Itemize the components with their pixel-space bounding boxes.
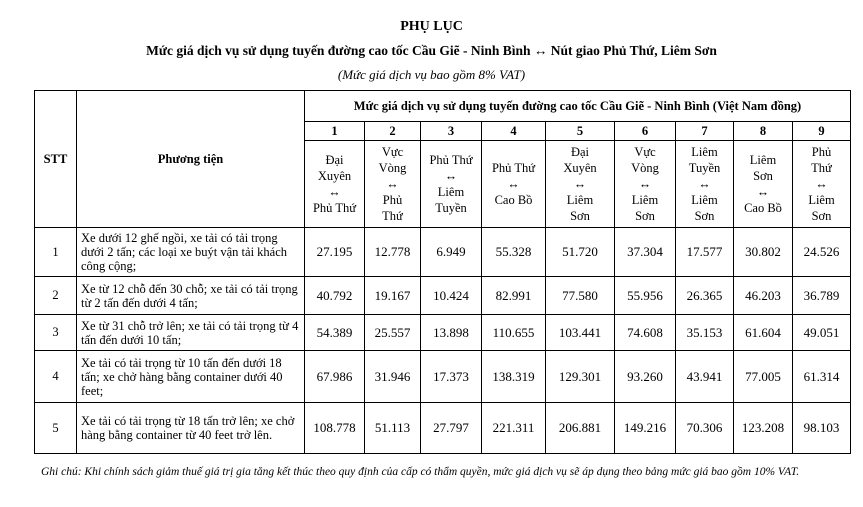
route-arrow: ↔ xyxy=(386,177,399,191)
price-cell: 77.005 xyxy=(734,351,793,403)
column-number: 3 xyxy=(421,122,482,141)
route-line: Đại xyxy=(325,153,344,167)
header-row-span xyxy=(35,91,851,122)
route-arrow: ↔ xyxy=(698,177,711,191)
price-cell: 54.389 xyxy=(305,315,365,351)
price-cell: 36.789 xyxy=(793,277,851,315)
price-cell: 221.311 xyxy=(482,403,546,454)
vehicle-header: Phương tiện xyxy=(77,91,305,228)
price-cell: 30.802 xyxy=(734,228,793,277)
route-line: Sơn xyxy=(811,209,832,223)
route-header-5 xyxy=(546,141,615,228)
price-cell: 43.941 xyxy=(676,351,734,403)
route-line: Sơn xyxy=(694,209,715,223)
route-line: Phủ xyxy=(811,145,832,159)
column-number: 4 xyxy=(482,122,546,141)
route-arrow: ↔ xyxy=(444,169,458,183)
column-number: 1 xyxy=(305,122,365,141)
route-arrow: ↔ xyxy=(815,177,828,191)
route-arrow: ↔ xyxy=(507,177,520,191)
price-cell: 108.778 xyxy=(305,403,365,454)
price-cell: 55.328 xyxy=(482,228,546,277)
route-arrow: ↔ xyxy=(328,185,341,199)
page-title: PHỤ LỤC xyxy=(400,19,463,34)
stt-cell: 5 xyxy=(35,403,77,454)
toll-price-table xyxy=(34,90,851,454)
route-line: Sơn xyxy=(635,209,655,223)
route-line: Thứ xyxy=(811,161,832,175)
route-arrow: ↔ xyxy=(638,177,652,191)
price-cell: 206.881 xyxy=(546,403,615,454)
price-cell: 19.167 xyxy=(365,277,421,315)
route-line: Vòng xyxy=(378,161,407,175)
vehicle-cell: Xe từ 31 chỗ trở lên; xe tải có tải trọng từ 4 tấn đến dưới 10 tấn; xyxy=(77,315,305,351)
route-line: Đại xyxy=(570,145,590,159)
vehicle-cell: Xe tải có tải trọng từ 18 tấn trở lên; xe chở hàng bằng container từ 40 feet trở lên. xyxy=(77,403,305,454)
route-line: Vòng xyxy=(631,161,659,175)
price-cell: 77.580 xyxy=(546,277,615,315)
table-row xyxy=(35,228,851,277)
column-number: 7 xyxy=(676,122,734,141)
price-cell: 123.208 xyxy=(734,403,793,454)
route-line: Phủ Thứ xyxy=(312,201,356,215)
price-cell: 31.946 xyxy=(365,351,421,403)
route-line: Phủ xyxy=(382,193,403,207)
price-cell: 49.051 xyxy=(793,315,851,351)
route-line: Liêm xyxy=(566,193,594,207)
route-header-4 xyxy=(482,141,546,228)
page-subtitle: Mức giá dịch vụ sử dụng tuyến đường cao tốc Cầu Giẽ - Ninh Bình ↔ Nút giao Phủ Thứ, Liêm Sơn xyxy=(146,43,717,58)
price-cell: 51.720 xyxy=(546,228,615,277)
price-cell: 37.304 xyxy=(615,228,676,277)
vehicle-cell: Xe tải có tải trọng từ 10 tấn đến dưới 18 tấn; xe chở hàng bằng container dưới 40 feet; xyxy=(77,351,305,403)
route-line: Liêm xyxy=(631,193,659,207)
route-line: Cao Bồ xyxy=(744,201,782,215)
table-row xyxy=(35,315,851,351)
route-header-2 xyxy=(365,141,421,228)
route-line: Sơn xyxy=(753,169,773,183)
stt-cell: 3 xyxy=(35,315,77,351)
price-cell: 61.604 xyxy=(734,315,793,351)
stt-cell: 2 xyxy=(35,277,77,315)
price-cell: 10.424 xyxy=(421,277,482,315)
route-arrow: ↔ xyxy=(573,177,587,191)
route-header-3 xyxy=(421,141,482,228)
price-cell: 12.778 xyxy=(365,228,421,277)
price-cell: 110.655 xyxy=(482,315,546,351)
column-number: 5 xyxy=(546,122,615,141)
route-line: Liêm xyxy=(691,145,718,159)
price-cell: 13.898 xyxy=(421,315,482,351)
price-cell: 129.301 xyxy=(546,351,615,403)
route-header-9 xyxy=(793,141,851,228)
price-cell: 40.792 xyxy=(305,277,365,315)
price-cell: 70.306 xyxy=(676,403,734,454)
route-line: Sơn xyxy=(570,209,590,223)
vehicle-cell: Xe dưới 12 ghế ngồi, xe tải có tải trọng dưới 2 tấn; các loại xe buýt vận tải khách công cộng; xyxy=(77,228,305,277)
column-number: 2 xyxy=(365,122,421,141)
route-header-7 xyxy=(676,141,734,228)
route-line: Xuyên xyxy=(563,161,597,175)
footnote: Ghi chú: Khi chính sách giảm thuế giá trị gia tăng kết thúc theo quy định của cấp có thẩm quyền, mức giá dịch vụ sẽ áp dụng theo bảng mức giá bao gồm 10% VAT. xyxy=(41,466,800,478)
price-cell: 98.103 xyxy=(793,403,851,454)
route-line: Vực xyxy=(381,145,404,159)
price-cell: 103.441 xyxy=(546,315,615,351)
price-cell: 93.260 xyxy=(615,351,676,403)
price-cell: 6.949 xyxy=(421,228,482,277)
column-number: 9 xyxy=(793,122,851,141)
price-cell: 46.203 xyxy=(734,277,793,315)
route-line: Liêm xyxy=(749,153,777,167)
route-header-6 xyxy=(615,141,676,228)
vat-note: (Mức giá dịch vụ bao gồm 8% VAT) xyxy=(337,67,526,82)
price-span-header: Mức giá dịch vụ sử dụng tuyến đường cao tốc Cầu Giẽ - Ninh Bình (Việt Nam đồng) xyxy=(305,91,851,122)
route-line: Vực xyxy=(634,145,656,159)
price-cell: 67.986 xyxy=(305,351,365,403)
price-cell: 61.314 xyxy=(793,351,851,403)
table-row xyxy=(35,403,851,454)
route-line: Liêm xyxy=(691,193,718,207)
price-cell: 149.216 xyxy=(615,403,676,454)
stt-cell: 1 xyxy=(35,228,77,277)
price-cell: 82.991 xyxy=(482,277,546,315)
price-cell: 24.526 xyxy=(793,228,851,277)
price-cell: 138.319 xyxy=(482,351,546,403)
route-line: Phủ Thứ xyxy=(491,161,535,175)
stt-header: STT xyxy=(35,91,77,228)
price-cell: 26.365 xyxy=(676,277,734,315)
vehicle-cell: Xe từ 12 chỗ đến 30 chỗ; xe tải có tải trọng từ 2 tấn đến dưới 4 tấn; xyxy=(77,277,305,315)
price-cell: 55.956 xyxy=(615,277,676,315)
price-cell: 17.373 xyxy=(421,351,482,403)
price-cell: 27.195 xyxy=(305,228,365,277)
price-cell: 74.608 xyxy=(615,315,676,351)
route-line: Tuyền xyxy=(688,161,721,175)
route-line: Liêm xyxy=(808,193,835,207)
route-header-1 xyxy=(305,141,365,228)
price-cell: 27.797 xyxy=(421,403,482,454)
route-arrow: ↔ xyxy=(756,185,770,199)
table-row xyxy=(35,277,851,315)
price-cell: 51.113 xyxy=(365,403,421,454)
price-cell: 35.153 xyxy=(676,315,734,351)
route-line: Thứ xyxy=(382,209,403,223)
route-line: Tuyền xyxy=(435,201,467,215)
column-number: 6 xyxy=(615,122,676,141)
route-line: Phủ Thứ xyxy=(429,153,473,167)
price-cell: 17.577 xyxy=(676,228,734,277)
route-line: Cao Bồ xyxy=(494,193,533,207)
table-row xyxy=(35,351,851,403)
route-line: Xuyên xyxy=(317,169,352,183)
stt-cell: 4 xyxy=(35,351,77,403)
column-number: 8 xyxy=(734,122,793,141)
route-header-8 xyxy=(734,141,793,228)
price-cell: 25.557 xyxy=(365,315,421,351)
route-line: Liêm xyxy=(437,185,465,199)
